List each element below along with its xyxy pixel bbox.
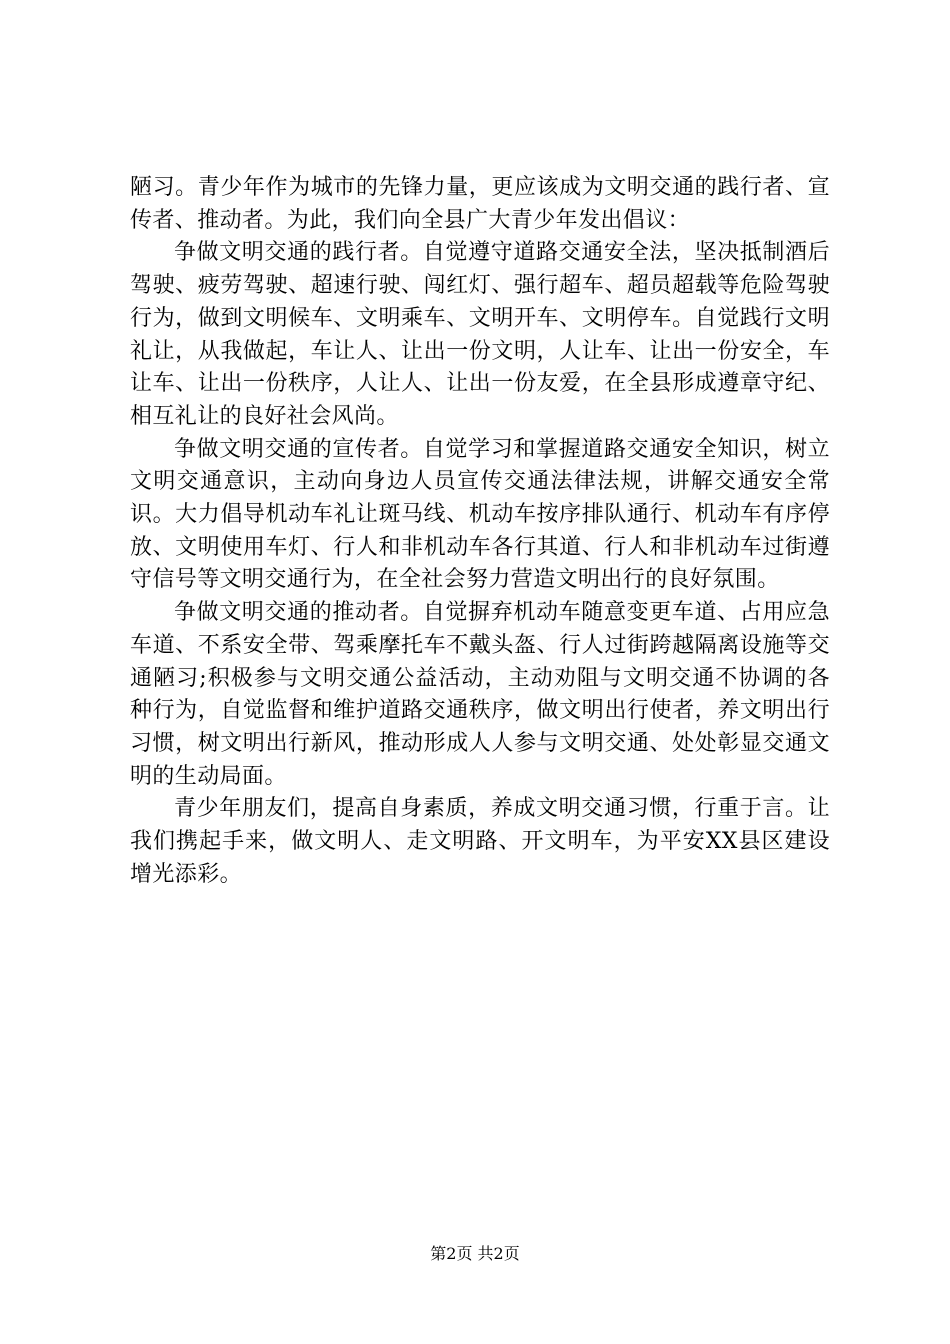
- page-footer: 第2页 共2页: [430, 1244, 520, 1263]
- paragraph-promoter: 争做文明交通的宣传者。自觉学习和掌握道路交通安全知识，树立文明交通意识，主动向身边人员宣传交通法律法规，讲解交通安全常识。大力倡导机动车礼让斑马线、机动车按序排队通行、机动车有序停放、文明使用车灯、行人和非机动车各行其道、行人和非机动车过街遵守信号等文明交通行为，在全社会努力营造文明出行的良好氛围。: [130, 436, 830, 593]
- document-body: [130, 172, 830, 891]
- paragraph-driver: 争做文明交通的推动者。自觉摒弃机动车随意变更车道、占用应急车道、不系安全带、驾乘摩托车不戴头盔、行人过街跨越隔离设施等交通陋习;积极参与文明交通公益活动，主动劝阻与文明交通不协调的各种行为，自觉监督和维护道路交通秩序，做文明出行使者，养文明出行习惯，树文明出行新风，推动形成人人参与文明交通、处处彰显交通文明的生动局面。: [130, 600, 830, 789]
- paragraph-practitioner: 争做文明交通的践行者。自觉遵守道路交通安全法，坚决抵制酒后驾驶、疲劳驾驶、超速行驶、闯红灯、强行超车、超员超载等危险驾驶行为，做到文明候车、文明乘车、文明开车、文明停车。自觉践行文明礼让，从我做起，车让人、让出一份文明，人让车、让出一份安全，车让车、让出一份秩序，人让人、让出一份友爱，在全县形成遵章守纪、相互礼让的良好社会风尚。: [130, 240, 830, 429]
- paragraph-continuation: 陋习。青少年作为城市的先锋力量，更应该成为文明交通的践行者、宣传者、推动者。为此，我们向全县广大青少年发出倡议：: [130, 175, 830, 233]
- paragraph-closing: 青少年朋友们，提高自身素质，养成文明交通习惯，行重于言。让我们携起手来，做文明人、走文明路、开文明车，为平安XX县区建设增光添彩。: [130, 796, 830, 887]
